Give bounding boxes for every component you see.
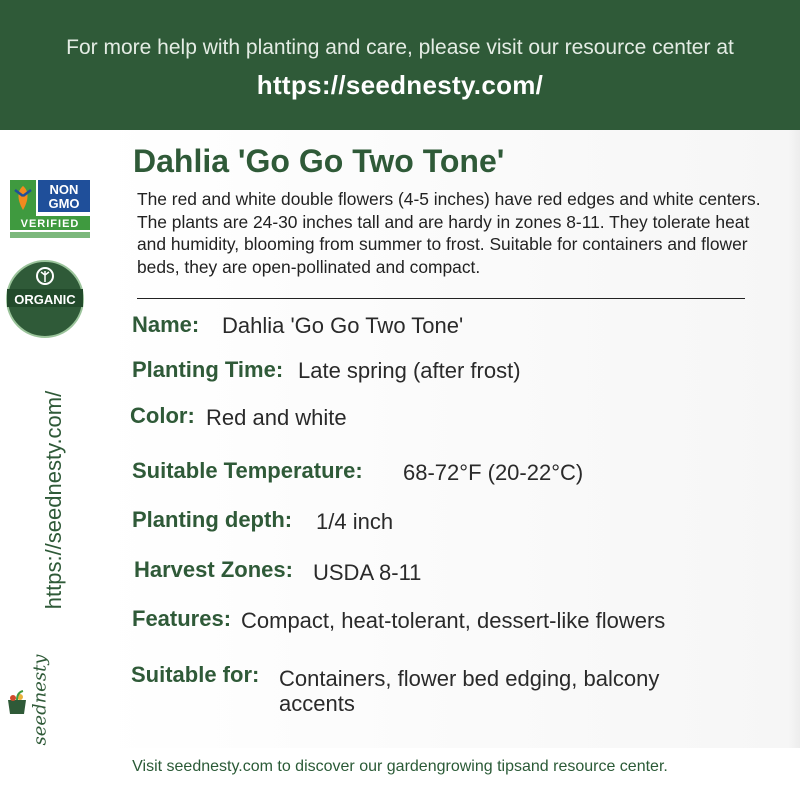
non-gmo-line1: NON <box>49 182 79 197</box>
harvest-zones-label: Harvest Zones: <box>134 557 293 582</box>
non-gmo-line2: GMO <box>48 196 80 211</box>
features-label: Features: <box>132 606 232 631</box>
non-gmo-line3: VERIFIED <box>20 218 80 230</box>
suitable-for-label: Suitable for: <box>131 662 260 687</box>
harvest-zones-value: USDA 8-11 <box>313 560 422 585</box>
features-value: Compact, heat-tolerant, dessert-like flowers <box>241 608 666 633</box>
name-label: Name: <box>132 312 200 337</box>
temperature-value: 68-72°F (20-22°C) <box>403 460 584 485</box>
planting-depth-value: 1/4 inch <box>316 509 394 534</box>
temperature-label: Suitable Temperature: <box>132 458 363 483</box>
footer <box>0 748 800 800</box>
color-value: Red and white <box>206 405 347 430</box>
top-banner <box>0 0 800 130</box>
organic-label: ORGANIC <box>14 292 76 307</box>
divider <box>137 298 745 299</box>
banner-help-text: For more help with planting and care, please visit our resource center at <box>66 36 734 59</box>
brand-wordmark: seednesty <box>29 654 51 746</box>
organic-badge-icon <box>5 259 85 339</box>
color-label: Color: <box>130 403 195 428</box>
banner-url-link[interactable]: https://seednesty.com/ <box>256 70 544 100</box>
planting-time-value: Late spring (after frost) <box>298 358 521 383</box>
panel-edge-shadow <box>788 130 800 748</box>
product-description: The red and white double flowers (4-5 inches) have red edges and white centers. The plants are 24-30 inches tall and are hardy in zones 8-11. They tolerate heat and humidity, blooming from summer to frost. Suitable for containers and flower beds, they are open-pollinated and compact. <box>137 189 761 277</box>
planting-depth-label: Planting depth: <box>132 507 293 532</box>
vertical-url-text: https://seednesty.com/ <box>41 390 66 610</box>
footer-text: Visit seednesty.com to discover our gardengrowing tipsand resource center. <box>132 758 668 775</box>
name-value: Dahlia 'Go Go Two Tone' <box>222 313 464 338</box>
suitable-for-value: Containers, flower bed edging, balcony accents <box>279 666 660 716</box>
product-title: Dahlia 'Go Go Two Tone' <box>133 143 505 179</box>
non-gmo-verified-icon <box>6 176 94 242</box>
seednesty-logo-icon <box>6 690 28 716</box>
planting-time-label: Planting Time: <box>132 357 284 382</box>
